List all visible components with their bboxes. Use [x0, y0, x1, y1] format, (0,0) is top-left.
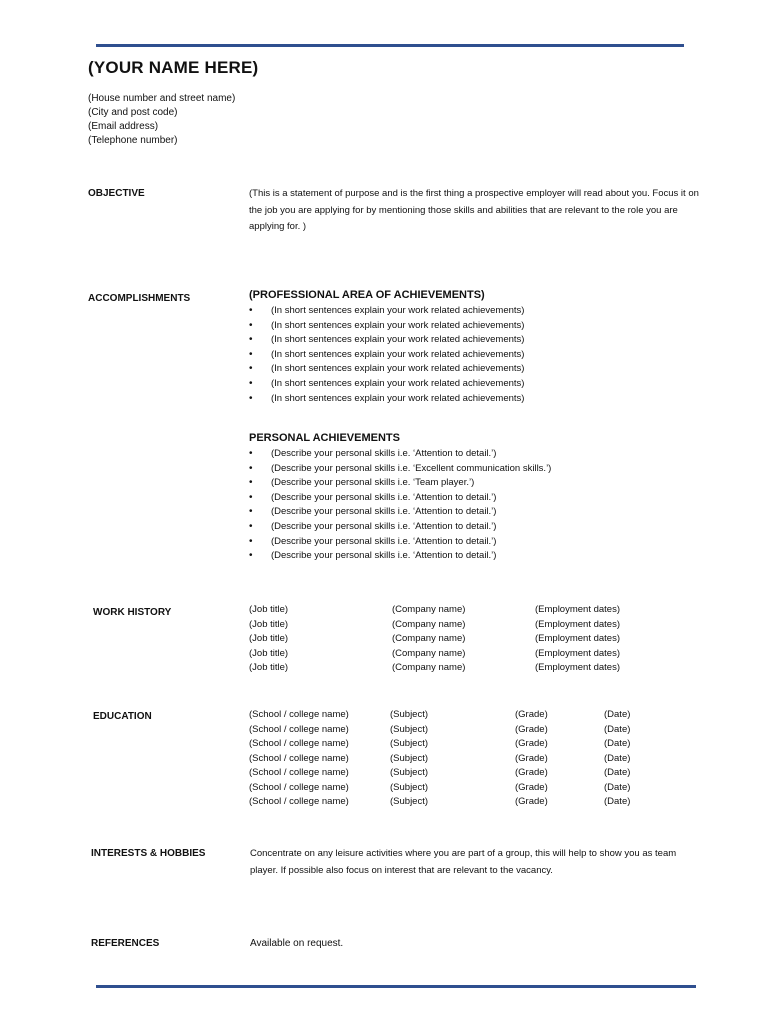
table-row — [249, 737, 644, 752]
table-row — [249, 647, 645, 662]
job-title-cell: (Job title) — [249, 618, 289, 630]
work-history-table — [249, 603, 645, 676]
work-history-label: WORK HISTORY — [93, 607, 172, 618]
list-item-text: (In short sentences explain your work related achievements) — [271, 334, 525, 346]
date-cell: (Date) — [604, 723, 631, 735]
school-cell: (School / college name) — [249, 723, 349, 735]
date-cell: (Date) — [604, 709, 631, 720]
list-item — [249, 362, 524, 377]
table-row — [249, 795, 644, 810]
school-cell: (School / college name) — [249, 781, 349, 793]
subject-cell: (Subject) — [390, 781, 429, 793]
school-cell: (School / college name) — [249, 709, 349, 720]
bullet-icon: • — [249, 477, 253, 489]
list-item — [249, 491, 551, 506]
table-row — [249, 752, 644, 767]
list-item — [249, 505, 551, 520]
accomplishments-label: ACCOMPLISHMENTS — [88, 293, 191, 304]
school-cell: (School / college name) — [249, 767, 349, 778]
grade-cell: (Grade) — [515, 796, 548, 807]
bullet-icon: • — [249, 550, 253, 562]
education-table — [249, 708, 644, 810]
company-cell: (Company name) — [392, 618, 466, 630]
school-cell: (School / college name) — [249, 752, 349, 764]
list-item-text: (Describe your personal skills i.e. ‘Team player.’) — [271, 477, 475, 489]
candidate-name: (YOUR NAME HERE) — [88, 58, 259, 77]
objective-text: (This is a statement of purpose and is the first thing a prospective employer will read about you. Focus it on the job you are applying for by mentioning those skills and abilities that are relevant to the role you are applying for. ) — [249, 188, 699, 232]
list-item — [249, 549, 551, 564]
list-item — [249, 333, 524, 348]
subject-cell: (Subject) — [390, 738, 429, 749]
list-item — [249, 476, 551, 491]
bullet-icon: • — [249, 448, 253, 459]
list-item — [249, 319, 524, 334]
dates-cell: (Employment dates) — [535, 604, 621, 615]
list-item — [249, 377, 524, 392]
list-item-text: (Describe your personal skills i.e. ‘Attention to detail.’) — [271, 506, 497, 518]
list-item-text: (In short sentences explain your work related achievements) — [271, 348, 525, 360]
list-item-text: (In short sentences explain your work related achievements) — [271, 305, 525, 316]
subject-cell: (Subject) — [390, 752, 429, 764]
list-item-text: (In short sentences explain your work related achievements) — [271, 319, 525, 331]
company-cell: (Company name) — [392, 662, 466, 673]
table-row — [249, 766, 644, 781]
bullet-icon: • — [249, 506, 253, 518]
top-rule — [96, 44, 684, 47]
bullet-icon: • — [249, 392, 253, 404]
references-label: REFERENCES — [91, 938, 160, 949]
job-title-cell: (Job title) — [249, 633, 289, 644]
list-item-text: (Describe your personal skills i.e. ‘Attention to detail.’) — [271, 550, 497, 562]
interests-label: INTERESTS & HOBBIES — [91, 848, 206, 859]
table-row — [249, 708, 644, 723]
list-item — [249, 462, 551, 477]
table-row — [249, 723, 644, 738]
grade-cell: (Grade) — [515, 781, 548, 793]
subject-cell: (Subject) — [390, 723, 429, 735]
bullet-icon: • — [249, 334, 253, 346]
date-cell: (Date) — [604, 796, 631, 807]
date-cell: (Date) — [604, 767, 631, 778]
dates-cell: (Employment dates) — [535, 618, 621, 630]
grade-cell: (Grade) — [515, 767, 548, 778]
references-text: Available on request. — [250, 938, 344, 949]
objective-label: OBJECTIVE — [88, 188, 145, 199]
bullet-icon: • — [249, 520, 253, 532]
list-item — [249, 535, 551, 550]
job-title-cell: (Job title) — [249, 604, 289, 615]
table-row — [249, 661, 645, 676]
personal-achievements-list — [249, 447, 551, 564]
grade-cell: (Grade) — [515, 738, 548, 749]
list-item — [249, 447, 551, 462]
dates-cell: (Employment dates) — [535, 647, 621, 659]
bullet-icon: • — [249, 535, 253, 547]
list-item-text: (In short sentences explain your work related achievements) — [271, 377, 525, 389]
table-row — [249, 632, 645, 647]
dates-cell: (Employment dates) — [535, 633, 621, 644]
table-row — [249, 603, 645, 618]
bullet-icon: • — [249, 377, 253, 389]
list-item-text: (Describe your personal skills i.e. ‘Attention to detail.’) — [271, 520, 497, 532]
subject-cell: (Subject) — [390, 767, 429, 778]
bullet-icon: • — [249, 363, 253, 375]
address-line: (House number and street name) — [88, 93, 236, 104]
company-cell: (Company name) — [392, 647, 466, 659]
list-item-text: (Describe your personal skills i.e. ‘Attention to detail.’) — [271, 535, 497, 547]
table-row — [249, 618, 645, 633]
date-cell: (Date) — [604, 738, 631, 749]
company-cell: (Company name) — [392, 604, 466, 615]
bullet-icon: • — [249, 462, 253, 474]
list-item-text: (In short sentences explain your work related achievements) — [271, 363, 525, 375]
email-line: (Email address) — [88, 121, 159, 132]
school-cell: (School / college name) — [249, 796, 349, 807]
school-cell: (School / college name) — [249, 738, 349, 749]
list-item-text: (Describe your personal skills i.e. ‘Attention to detail.’) — [271, 448, 497, 459]
job-title-cell: (Job title) — [249, 662, 289, 673]
professional-achievements-heading: (PROFESSIONAL AREA OF ACHIEVEMENTS) — [249, 289, 485, 301]
date-cell: (Date) — [604, 752, 631, 764]
list-item-text: (Describe your personal skills i.e. ‘Attention to detail.’) — [271, 491, 497, 503]
contact-details — [88, 92, 235, 148]
list-item — [249, 392, 524, 407]
subject-cell: (Subject) — [390, 709, 429, 720]
grade-cell: (Grade) — [515, 752, 548, 764]
grade-cell: (Grade) — [515, 723, 548, 735]
bullet-icon: • — [249, 305, 253, 316]
job-title-cell: (Job title) — [249, 647, 289, 659]
interests-text: Concentrate on any leisure activities where you are part of a group, this will help to show you as team player. If possible also focus on interest that are relevant to the vacancy. — [250, 848, 677, 876]
list-item — [249, 348, 524, 363]
education-label: EDUCATION — [93, 711, 152, 722]
city-line: (City and post code) — [88, 107, 178, 118]
dates-cell: (Employment dates) — [535, 662, 621, 673]
subject-cell: (Subject) — [390, 796, 429, 807]
bottom-rule — [96, 985, 696, 988]
bullet-icon: • — [249, 348, 253, 360]
bullet-icon: • — [249, 319, 253, 331]
list-item-text: (In short sentences explain your work related achievements) — [271, 392, 525, 404]
company-cell: (Company name) — [392, 633, 466, 644]
professional-achievements-list — [249, 304, 524, 406]
list-item — [249, 520, 551, 535]
personal-achievements-heading: PERSONAL ACHIEVEMENTS — [249, 432, 400, 444]
table-row — [249, 781, 644, 796]
grade-cell: (Grade) — [515, 709, 548, 720]
list-item — [249, 304, 524, 319]
phone-line: (Telephone number) — [88, 135, 178, 146]
list-item-text: (Describe your personal skills i.e. ‘Excellent communication skills.’) — [271, 462, 552, 474]
date-cell: (Date) — [604, 781, 631, 793]
bullet-icon: • — [249, 491, 253, 503]
